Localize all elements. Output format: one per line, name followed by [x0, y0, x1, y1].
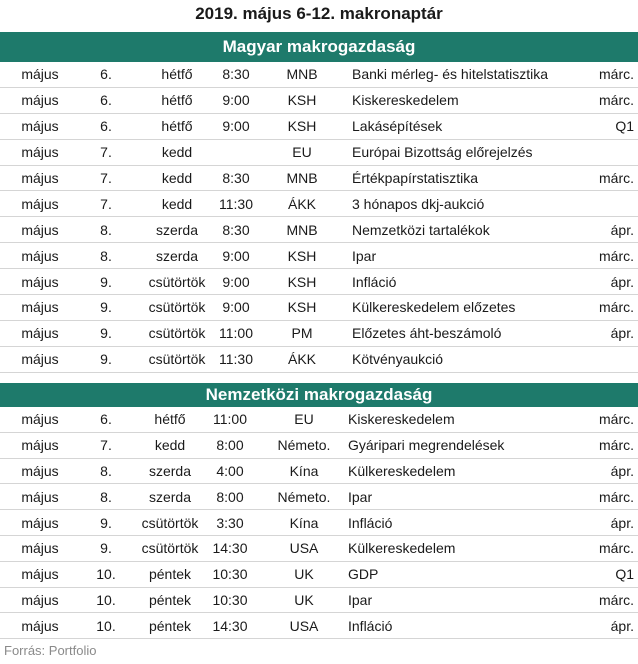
period-cell: ápr.: [610, 325, 634, 342]
time-cell: 3:30: [216, 514, 244, 531]
day-cell: 9.: [100, 351, 112, 368]
day-cell: 7.: [100, 144, 112, 161]
source-cell: Németo.: [277, 437, 331, 454]
weekday-cell: csütörtök: [148, 273, 206, 290]
day-cell: 7.: [100, 170, 112, 186]
day-cell: 6.: [100, 92, 112, 109]
period-cell: ápr.: [610, 617, 634, 634]
period-cell: ápr.: [610, 273, 634, 290]
period-cell: ápr.: [610, 462, 634, 479]
table-row: [0, 243, 638, 269]
weekday-cell: péntek: [148, 591, 192, 608]
period-cell: márc.: [599, 247, 634, 264]
time-cell: 11:30: [219, 195, 253, 212]
month-cell: május: [21, 617, 59, 634]
section-header-domestic: Magyar makrogazdaság: [0, 32, 638, 62]
month-cell: május: [21, 591, 59, 608]
weekday-cell: csütörtök: [148, 325, 206, 342]
period-cell: [574, 140, 634, 165]
month-cell: május: [21, 566, 59, 583]
weekday-cell: csütörtök: [148, 299, 206, 316]
time-cell: 9:00: [222, 299, 250, 316]
time-cell: 14:30: [212, 617, 248, 634]
event-cell: Ipar: [352, 247, 377, 264]
event-cell: Ipar: [348, 488, 373, 505]
table-row: [0, 459, 638, 485]
event-cell: Kiskereskedelem: [352, 92, 459, 109]
event-cell: Gyáripari megrendelések: [348, 437, 505, 454]
month-cell: május: [21, 195, 59, 212]
month-cell: május: [21, 325, 59, 342]
source-cell: Kína: [289, 462, 319, 479]
source-note: Forrás: Portfolio: [4, 643, 97, 658]
source-cell: ÁKK: [287, 351, 316, 368]
source-cell: ÁKK: [287, 195, 316, 212]
month-cell: május: [21, 488, 59, 505]
weekday-cell: kedd: [154, 437, 186, 454]
day-cell: 6.: [100, 411, 112, 428]
day-cell: 7.: [100, 195, 112, 212]
event-cell: Külkereskedelem: [348, 540, 456, 557]
day-cell: 6.: [100, 118, 112, 135]
table-row: [0, 562, 638, 588]
day-cell: 10.: [96, 591, 116, 608]
source-cell: MNB: [286, 66, 318, 83]
weekday-cell: szerda: [148, 462, 192, 479]
month-cell: május: [21, 437, 59, 454]
weekday-cell: hétfő: [154, 411, 186, 428]
table-row: [0, 88, 638, 114]
table-row: [0, 191, 638, 217]
event-cell: Kötvényaukció: [352, 351, 444, 368]
month-cell: május: [21, 540, 59, 557]
time-cell: 14:30: [212, 540, 248, 557]
table-row: [0, 510, 638, 536]
period-cell: Q1: [615, 118, 634, 135]
event-cell: Külkereskedelem előzetes: [352, 299, 516, 316]
event-cell: Kiskereskedelem: [348, 411, 455, 428]
table-row: [0, 166, 638, 192]
source-cell: USA: [289, 540, 319, 557]
day-cell: 8.: [100, 462, 112, 479]
source-cell: USA: [289, 617, 319, 634]
weekday-cell: csütörtök: [141, 514, 199, 531]
table-row: [0, 295, 638, 321]
event-cell: Infláció: [348, 617, 393, 634]
day-cell: 7.: [100, 437, 112, 454]
table-row: [0, 484, 638, 510]
time-cell: 10:30: [212, 566, 248, 583]
day-cell: 6.: [100, 66, 112, 83]
month-cell: május: [21, 66, 59, 83]
month-cell: május: [21, 299, 59, 316]
period-cell: márc.: [599, 591, 634, 608]
period-cell: ápr.: [610, 514, 634, 531]
section-header-international: Nemzetközi makrogazdaság: [0, 383, 638, 407]
table-row: [0, 347, 638, 373]
source-cell: EU: [292, 144, 312, 161]
weekday-cell: péntek: [148, 566, 192, 583]
month-cell: május: [21, 514, 59, 531]
period-cell: márc.: [599, 92, 634, 109]
month-cell: május: [21, 351, 59, 368]
time-cell: 8:30: [222, 66, 250, 83]
time-cell: 11:30: [219, 351, 253, 368]
time-cell: 10:30: [212, 591, 248, 608]
time-cell: [205, 140, 267, 165]
event-cell: Értékpapírstatisztika: [352, 170, 479, 186]
event-cell: Előzetes áht-beszámoló: [352, 325, 502, 342]
period-cell: [574, 191, 634, 216]
time-cell: 9:00: [222, 118, 250, 135]
source-cell: Kína: [289, 514, 319, 531]
day-cell: 9.: [100, 273, 112, 290]
event-cell: Infláció: [352, 273, 397, 290]
day-cell: 9.: [100, 514, 112, 531]
period-cell: márc.: [599, 66, 634, 83]
time-cell: 8:30: [222, 170, 250, 186]
table-row: [0, 321, 638, 347]
event-cell: Európai Bizottság előrejelzés: [352, 144, 533, 161]
month-cell: május: [21, 462, 59, 479]
event-cell: GDP: [348, 566, 379, 583]
event-cell: Ipar: [348, 591, 373, 608]
source-cell: KSH: [287, 273, 317, 290]
source-cell: KSH: [287, 92, 317, 109]
time-cell: 8:00: [216, 488, 244, 505]
source-cell: MNB: [286, 221, 318, 238]
weekday-cell: kedd: [161, 144, 193, 161]
day-cell: 9.: [100, 540, 112, 557]
period-cell: Q1: [615, 566, 634, 583]
table-row: [0, 433, 638, 459]
event-cell: Lakásépítések: [352, 118, 443, 135]
month-cell: május: [21, 273, 59, 290]
weekday-cell: hétfő: [161, 118, 193, 135]
source-cell: EU: [294, 411, 314, 428]
page-title: 2019. május 6-12. makronaptár: [195, 4, 443, 23]
weekday-cell: csütörtök: [148, 351, 206, 368]
time-cell: 8:00: [216, 437, 244, 454]
weekday-cell: szerda: [155, 221, 199, 238]
period-cell: [574, 347, 634, 372]
table-row: [0, 217, 638, 243]
weekday-cell: szerda: [148, 488, 192, 505]
day-cell: 10.: [96, 566, 116, 583]
international-rows: [0, 407, 638, 639]
weekday-cell: hétfő: [161, 92, 193, 109]
time-cell: 9:00: [222, 273, 250, 290]
weekday-cell: kedd: [161, 195, 193, 212]
event-cell: Infláció: [348, 514, 393, 531]
domestic-rows: [0, 62, 638, 373]
source-cell: KSH: [287, 118, 317, 135]
day-cell: 9.: [100, 299, 112, 316]
day-cell: 8.: [100, 247, 112, 264]
month-cell: május: [21, 221, 59, 238]
weekday-cell: kedd: [161, 170, 193, 186]
table-row: [0, 613, 638, 639]
event-cell: Külkereskedelem: [348, 462, 456, 479]
month-cell: május: [21, 170, 59, 186]
table-row: [0, 588, 638, 614]
weekday-cell: péntek: [148, 617, 192, 634]
day-cell: 8.: [100, 221, 112, 238]
source-cell: KSH: [287, 247, 317, 264]
period-cell: ápr.: [610, 221, 634, 238]
period-cell: márc.: [599, 299, 634, 316]
table-row: [0, 536, 638, 562]
month-cell: május: [21, 144, 59, 161]
period-cell: márc.: [599, 488, 634, 505]
event-cell: Nemzetközi tartalékok: [352, 221, 490, 238]
event-cell: 3 hónapos dkj-aukció: [352, 195, 485, 212]
period-cell: márc.: [599, 437, 634, 454]
source-cell: Németo.: [277, 488, 331, 505]
source-cell: KSH: [287, 299, 317, 316]
source-cell: UK: [294, 591, 314, 608]
table-row: [0, 407, 638, 433]
weekday-cell: hétfő: [161, 66, 193, 83]
source-cell: PM: [291, 325, 313, 342]
weekday-cell: csütörtök: [141, 540, 199, 557]
day-cell: 9.: [100, 325, 112, 342]
time-cell: 9:00: [222, 247, 250, 264]
table-row: [0, 140, 638, 166]
month-cell: május: [21, 247, 59, 264]
day-cell: 8.: [100, 488, 112, 505]
time-cell: 8:30: [222, 221, 250, 238]
time-cell: 11:00: [213, 411, 247, 428]
source-cell: UK: [294, 566, 314, 583]
event-cell: Banki mérleg- és hitelstatisztika: [352, 66, 549, 83]
month-cell: május: [21, 411, 59, 428]
source-cell: MNB: [286, 170, 318, 186]
period-cell: márc.: [599, 170, 634, 186]
table-row: [0, 269, 638, 295]
time-cell: 9:00: [222, 92, 250, 109]
month-cell: május: [21, 118, 59, 135]
period-cell: márc.: [599, 540, 634, 557]
period-cell: márc.: [599, 411, 634, 428]
month-cell: május: [21, 92, 59, 109]
time-cell: 4:00: [216, 462, 244, 479]
weekday-cell: szerda: [155, 247, 199, 264]
day-cell: 10.: [96, 617, 116, 634]
time-cell: 11:00: [219, 325, 253, 342]
table-row: [0, 62, 638, 88]
table-row: [0, 114, 638, 140]
